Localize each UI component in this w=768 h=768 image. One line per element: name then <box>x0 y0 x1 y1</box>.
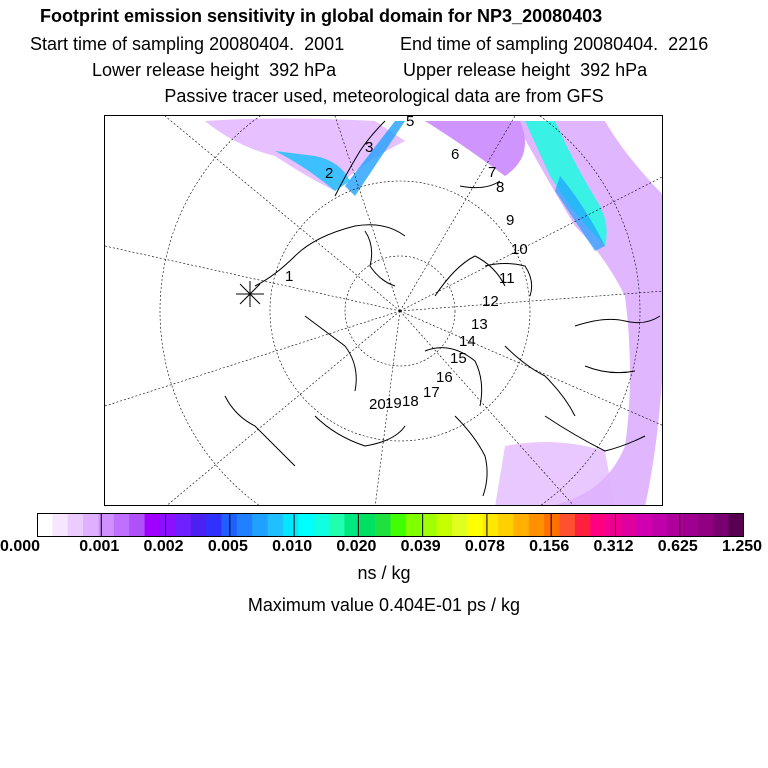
track-label: 10 <box>511 241 528 258</box>
track-label: 13 <box>471 316 488 333</box>
colorbar-swatch <box>636 513 652 537</box>
colorbar-swatch <box>513 513 529 537</box>
track-label: 6 <box>451 146 460 163</box>
colorbar-tick-label: 0.005 <box>207 538 248 555</box>
colorbar-tick-label: 0.002 <box>143 538 184 555</box>
colorbar-tick-label: 0.039 <box>400 538 441 555</box>
colorbar-swatch <box>406 513 422 537</box>
colorbar-swatch <box>206 513 222 537</box>
track-label: 12 <box>482 293 499 310</box>
track-label: 1 <box>285 268 294 285</box>
colorbar-swatch <box>529 513 545 537</box>
release-location-marker <box>236 281 264 307</box>
track-label: 19 <box>385 395 402 412</box>
colorbar-swatch <box>68 513 84 537</box>
colorbar-swatch <box>467 513 483 537</box>
colorbar-swatch <box>575 513 591 537</box>
colorbar-tick-label: 0.078 <box>464 538 505 555</box>
colorbar-swatch <box>145 513 161 537</box>
map-panel <box>104 115 663 506</box>
colorbar-swatch <box>191 513 207 537</box>
colorbar-swatch <box>437 513 453 537</box>
colorbar-tick-label: 0.000 <box>0 538 41 555</box>
colorbar-swatch <box>375 513 391 537</box>
colorbar-tick-label: 0.625 <box>657 538 698 555</box>
colorbar-swatch <box>391 513 407 537</box>
colorbar-swatch <box>729 513 744 537</box>
colorbar-swatch <box>314 513 330 537</box>
track-label: 16 <box>436 369 453 386</box>
colorbar-swatch <box>498 513 514 537</box>
sensitivity-field <box>205 119 663 507</box>
colorbar-swatch <box>329 513 345 537</box>
colorbar-swatch <box>452 513 468 537</box>
colorbar-tick-label: 0.001 <box>79 538 120 555</box>
colorbar-swatch <box>667 513 683 537</box>
track-label: 5 <box>406 116 415 130</box>
colorbar-swatch <box>483 513 499 537</box>
colorbar-swatch <box>606 513 622 537</box>
max-value-label: Maximum value 0.404E-01 ps / kg <box>247 595 521 615</box>
colorbar-swatch <box>129 513 145 537</box>
plot-title: Footprint emission sensitivity in global domain for NP3_20080403 <box>40 6 603 26</box>
colorbar-swatch <box>713 513 729 537</box>
track-label: 7 <box>488 164 497 181</box>
colorbar-swatch <box>698 513 714 537</box>
polar-map <box>105 116 663 506</box>
track-label: 3 <box>365 139 374 156</box>
track-label: 17 <box>423 384 440 401</box>
colorbar-swatch <box>652 513 668 537</box>
track-label: 9 <box>506 212 515 229</box>
colorbar-unit: ns / kg <box>357 563 411 583</box>
track-label: 15 <box>450 350 467 367</box>
track-label: 2 <box>325 165 334 182</box>
colorbar-swatch <box>83 513 99 537</box>
colorbar-tick-label: 0.312 <box>593 538 634 555</box>
colorbar-tick-label: 0.020 <box>336 538 377 555</box>
colorbar-swatch <box>268 513 284 537</box>
colorbar-swatch <box>237 513 253 537</box>
colorbar-swatch <box>37 513 53 537</box>
colorbar-swatch <box>283 513 299 537</box>
colorbar-swatch <box>160 513 176 537</box>
colorbar-swatch <box>421 513 437 537</box>
colorbar-swatch <box>360 513 376 537</box>
end-time-label: End time of sampling 20080404. 2216 <box>400 34 709 54</box>
colorbar-tick-label: 0.156 <box>529 538 570 555</box>
colorbar-swatch <box>560 513 576 537</box>
colorbar <box>37 513 744 537</box>
start-time-label: Start time of sampling 20080404. 2001 <box>30 34 345 54</box>
track-label: 8 <box>496 179 505 196</box>
track-label: 20 <box>369 396 386 413</box>
track-label: 18 <box>402 393 419 410</box>
colorbar-tick-label: 1.250 <box>722 538 763 555</box>
track-label: 11 <box>499 270 515 287</box>
colorbar-swatch <box>52 513 68 537</box>
colorbar-swatch <box>252 513 268 537</box>
lower-height-label: Lower release height 392 hPa <box>92 60 337 80</box>
colorbar-swatch <box>590 513 606 537</box>
colorbar-tick-label: 0.010 <box>272 538 313 555</box>
colorbar-swatch <box>683 513 699 537</box>
colorbar-swatch <box>298 513 314 537</box>
colorbar-swatch <box>175 513 191 537</box>
colorbar-swatch <box>544 513 560 537</box>
tracer-info-label: Passive tracer used, meteorological data are from GFS <box>164 86 604 106</box>
colorbar-swatch <box>114 513 130 537</box>
colorbar-swatch <box>621 513 637 537</box>
upper-height-label: Upper release height 392 hPa <box>403 60 648 80</box>
track-label: 14 <box>459 333 476 350</box>
